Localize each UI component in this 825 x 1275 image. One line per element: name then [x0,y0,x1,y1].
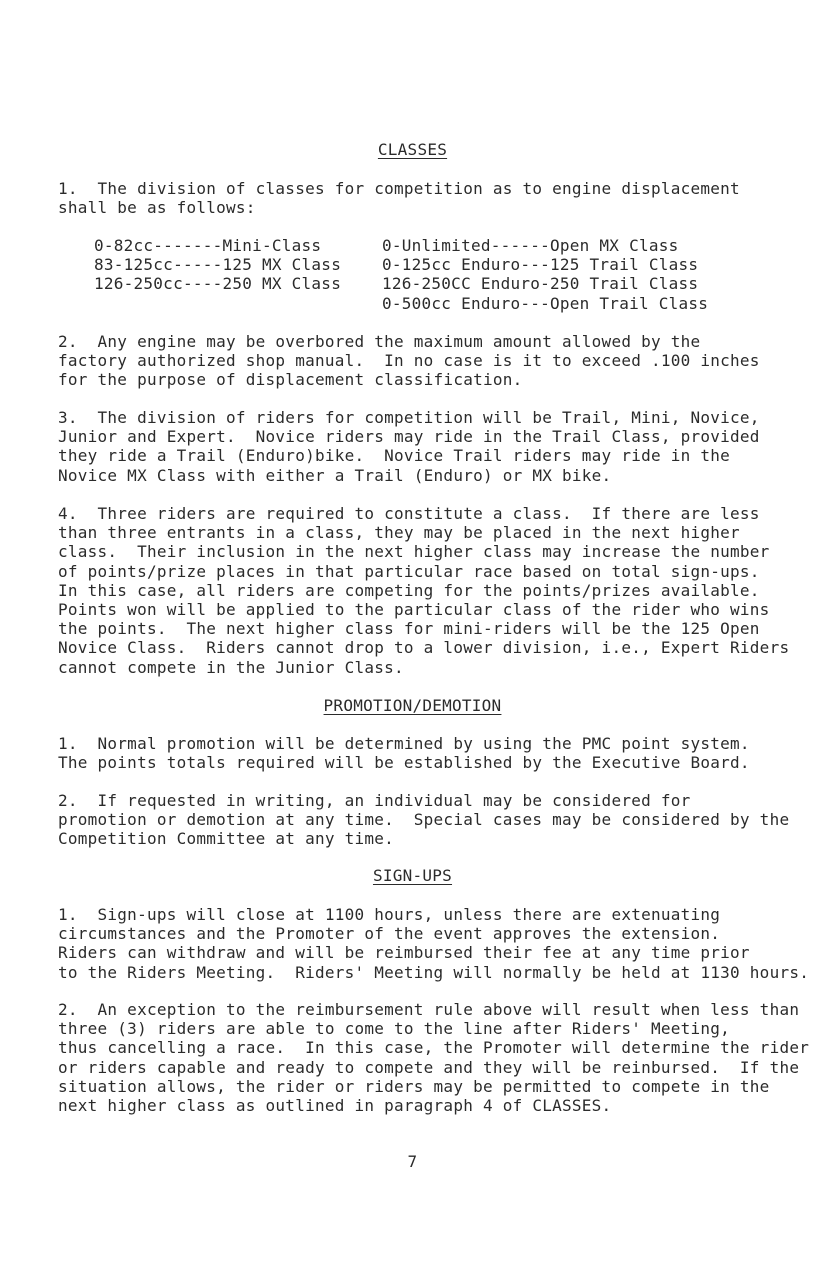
promotion-heading [0,696,825,716]
signups-heading-text: SIGN-UPS [372,866,453,885]
signups-paragraph-2: 2. An exception to the reimbursement rule above will result when less than three (3) riders are able to come to the line after Riders' Meeting, thus cancelling a race. In this case, the Promoter will determine the rider or riders capable and ready to compete and they will be reinbursed. If the situation allows, the rider or riders may be permitted to compete in the next higher class as outlined in paragraph 4 of CLASSES. [58,1000,810,1116]
signups-heading [0,866,825,886]
classes-paragraph-1: 1. The division of classes for competition as to engine displacement shall be as follows: [58,179,740,218]
classes-paragraph-3: 3. The division of riders for competition will be Trail, Mini, Novice, Junior and Expert. Novice riders may ride in the Trail Class, provided they ride a Trail (Enduro)bike. Novice Trail riders may ride in the Novice MX Class with either a Trail (Enduro) or MX bike. [58,408,760,485]
promotion-heading-text: PROMOTION/DEMOTION [323,696,502,715]
promotion-paragraph-2: 2. If requested in writing, an individual may be considered for promotion or demotion at any time. Special cases may be considered by the Competition Committee at any time. [58,791,790,849]
page-number: 7 [407,1152,418,1171]
signups-paragraph-1: 1. Sign-ups will close at 1100 hours, unless there are extenuating circumstances and the Promoter of the event approves the extension. Riders can withdraw and will be reimbursed their fee at any time prior to the Riders Meeting. Riders' Meeting will normally be held at 1130 hours. [58,905,810,982]
classes-heading [0,140,825,160]
promotion-paragraph-1: 1. Normal promotion will be determined by using the PMC point system. The points totals required will be established by the Executive Board. [58,734,750,773]
classes-paragraph-4: 4. Three riders are required to constitute a class. If there are less than three entrants in a class, they may be placed in the next higher class. Their inclusion in the next higher class may increase the number of points/prize places in that particular race based on total sign-ups. In this case, all riders are competing for the points/prizes available. Points won will be applied to the particular class of the rider who wins the points. The next higher class for mini-riders will be the 125 Open Novice Class. Riders cannot drop to a lower division, i.e., Expert Riders cannot compete in the Junior Class. [58,504,790,677]
class-table-right-column: 0-Unlimited------Open MX Class 0-125cc Enduro---125 Trail Class 126-250CC Enduro-250 Trail Class 0-500cc Enduro---Open Trail Class [382,236,709,313]
classes-paragraph-2: 2. Any engine may be overbored the maximum amount allowed by the factory authorized shop manual. In no case is it to exceed .100 inches for the purpose of displacement classification. [58,332,760,390]
classes-heading-text: CLASSES [377,140,448,159]
class-table-left-column: 0-82cc-------Mini-Class 83-125cc-----125 MX Class 126-250cc----250 MX Class [94,236,342,294]
